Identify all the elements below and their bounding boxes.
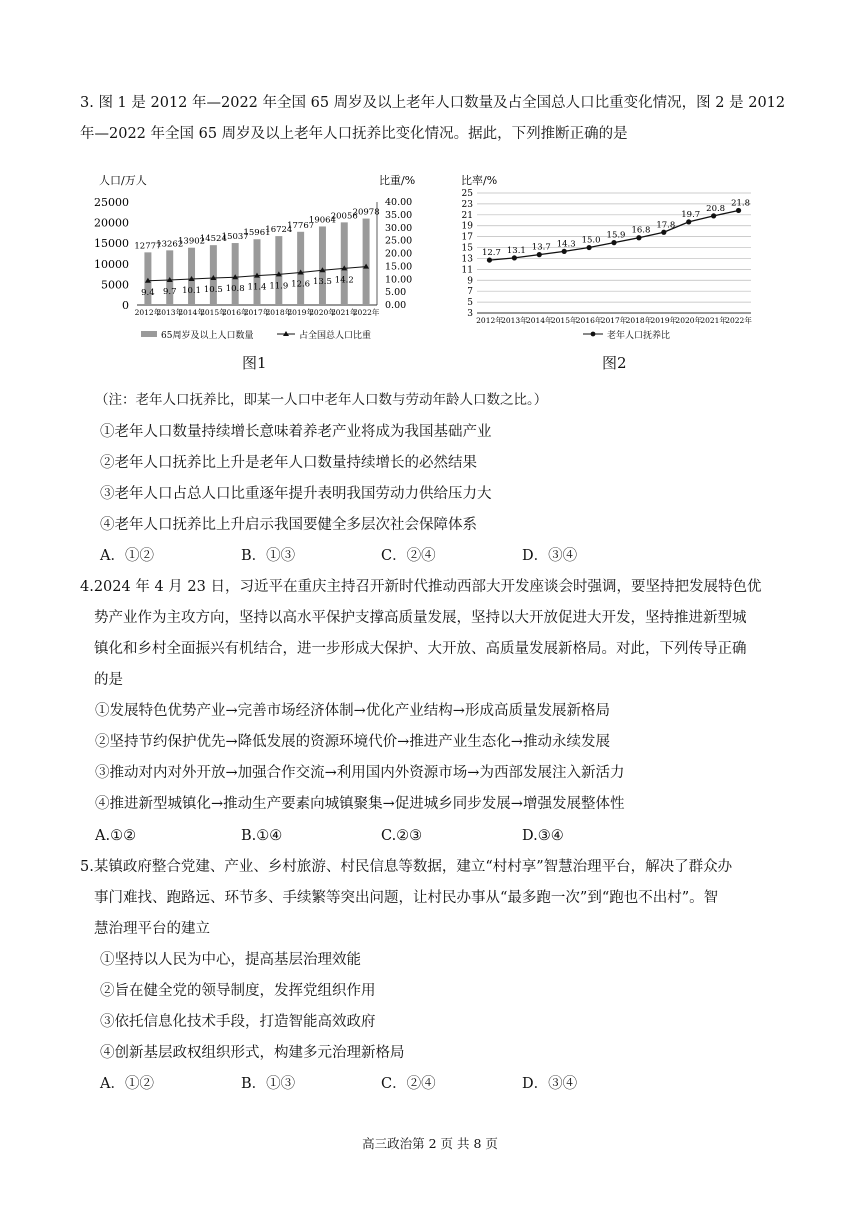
q3-stem-line2: 年—2022 年全国 65 周岁及以上老年人口抚养比变化情况。据此，下列推断正确的是 — [80, 126, 628, 142]
fig1-bar-label: 17767 — [287, 220, 315, 231]
fig1-bar-label: 14524 — [199, 234, 227, 245]
fig2-ratio-point — [487, 257, 492, 262]
q3-item-3: ③老年人口占总人口比重逐年提升表明我国劳动力供给压力大 — [100, 486, 492, 502]
fig2-y-tick-label: 5 — [467, 298, 473, 309]
page-footer: 高三政治第 2 页 共 8 页 — [362, 1136, 498, 1151]
fig2-ratio-label: 17.8 — [656, 220, 676, 231]
fig2-y-tick-label: 3 — [467, 309, 473, 319]
fig2-axis-label: 比率/% — [461, 174, 498, 187]
fig2-x-tick-label: 2014年 — [525, 316, 553, 325]
fig2-y-tick-label: 21 — [461, 210, 473, 221]
fig1-x-tick-label: 2022年 — [352, 308, 380, 317]
q3-option-b[interactable]: B．①③ — [241, 548, 296, 564]
fig2-ratio-point — [711, 213, 716, 218]
fig2-ratio-point — [586, 245, 591, 250]
fig2-x-tick-label: 2013年 — [501, 316, 528, 325]
fig1-bar-label: 20056 — [330, 211, 358, 222]
q5-option-c[interactable]: C．②④ — [381, 1076, 436, 1092]
fig1-ratio-label: 13.5 — [312, 277, 332, 288]
fig1-bar-label: 13902 — [178, 236, 206, 247]
fig2-ratio-label: 21.8 — [731, 198, 751, 209]
fig2-ratio-label: 16.8 — [631, 225, 651, 236]
q5-stem-line1: 5.某镇政府整合党建、产业、乡村旅游、村民信息等数据，建立“村村享”智慧治理平台，解决了群众办 — [80, 859, 733, 875]
fig1-legend-line-label: 占全国总人口比重 — [299, 331, 372, 341]
fig1-ratio-label: 9.7 — [162, 287, 177, 298]
q4-option-b[interactable]: B.①④ — [241, 828, 283, 844]
q4-option-a[interactable]: A.①② — [95, 828, 137, 844]
fig1-bar — [275, 236, 282, 305]
q3-option-a[interactable]: A．①② — [100, 548, 154, 564]
fig1-bar-label: 20978 — [352, 207, 380, 218]
fig1-right-tick-label: 15.00 — [385, 261, 413, 273]
fig2-x-tick-label: 2015年 — [550, 316, 578, 325]
q5-item-2: ②旨在健全党的领导制度，发挥党组织作用 — [100, 983, 376, 999]
fig2-legend-label: 老年人口抚养比 — [607, 331, 671, 341]
fig1-bar-label: 15961 — [243, 228, 271, 239]
q3-note: （注：老年人口抚养比，即某一人口中老年人口数与劳动年龄人口数之比。） — [95, 392, 548, 408]
fig2-x-tick-label: 2020年 — [675, 316, 703, 325]
fig1-right-tick-label: 30.00 — [385, 222, 413, 234]
q5-item-3: ③依托信息化技术手段，打造智能高效政府 — [100, 1014, 376, 1030]
fig1-right-tick-label: 5.00 — [385, 287, 407, 299]
q3-stem-line1: 3. 图 1 是 2012 年—2022 年全国 65 周岁及以上老年人口数量及占全国总人口比重变化情况，图 2 是 2012 — [80, 95, 786, 111]
fig2-ratio-label: 13.7 — [531, 242, 551, 253]
fig2-y-tick-label: 11 — [461, 265, 473, 276]
fig2-y-tick-label: 25 — [461, 189, 473, 199]
q5-stem-line2: 事门难找、跑路远、环节多、手续繁等突出问题，让村民办事从“最多跑一次”到“跑也不出村”。智 — [94, 890, 719, 906]
fig1-x-tick-label: 2016年 — [221, 308, 249, 317]
fig1-bar-label: 19064 — [308, 215, 336, 226]
fig1-ratio-label: 9.4 — [141, 287, 155, 298]
fig1-ratio-label: 10.5 — [203, 284, 223, 295]
fig2-ratio-point — [736, 208, 741, 213]
fig2-ratio-point — [562, 249, 567, 254]
fig1-x-tick-label: 2014年 — [178, 308, 205, 317]
fig2-ratio-label: 15.9 — [606, 230, 626, 241]
fig2-y-tick-label: 23 — [461, 199, 473, 210]
fig2-ratio-point — [537, 252, 542, 257]
fig1-left-tick-label: 10000 — [94, 257, 129, 271]
fig2-y-tick-label: 19 — [461, 221, 473, 232]
fig1-right-tick-label: 10.00 — [385, 274, 413, 286]
fig1-x-tick-label: 2018年 — [265, 308, 293, 317]
fig2-ratio-label: 15.0 — [581, 235, 601, 246]
fig1-x-tick-label: 2012年 — [134, 308, 162, 317]
fig1-left-axis-label: 人口/万人 — [99, 174, 147, 187]
fig2-x-tick-label: 2022年 — [725, 316, 752, 325]
fig1-ratio-label: 11.9 — [269, 281, 289, 292]
q4-option-c[interactable]: C.②③ — [381, 828, 423, 844]
fig1-ratio-label: 14.2 — [334, 275, 354, 286]
fig2-y-tick-label: 15 — [461, 243, 473, 254]
fig2-y-tick-label: 7 — [467, 287, 473, 298]
fig1-ratio-label: 10.8 — [225, 284, 245, 295]
q4-item-3: ③推动对内对外开放→加强合作交流→利用国内外资源市场→为西部发展注入新活力 — [95, 765, 625, 781]
fig1-legend-bar-swatch — [141, 331, 157, 337]
fig1-ratio-label: 12.6 — [291, 279, 311, 290]
q3-item-2: ②老年人口抚养比上升是老年人口数量持续增长的必然结果 — [100, 455, 477, 471]
figure2-chart — [455, 168, 755, 348]
q4-stem-line2: 势产业作为主攻方向，坚持以高水平保护支撑高质量发展，坚持以大开放促进大开发，坚持推进新型城 — [94, 610, 747, 626]
fig2-x-tick-label: 2021年 — [700, 316, 727, 325]
fig2-y-tick-label: 17 — [461, 232, 473, 243]
fig2-x-tick-label: 2016年 — [575, 316, 603, 325]
fig2-ratio-label: 13.1 — [506, 245, 526, 256]
fig2-y-tick-label: 9 — [467, 276, 473, 287]
q3-option-c[interactable]: C．②④ — [381, 548, 436, 564]
q3-item-4: ④老年人口抚养比上升启示我国要健全多层次社会保障体系 — [100, 517, 477, 533]
figure2-caption: 图2 — [602, 354, 627, 372]
fig2-ratio-label: 19.7 — [681, 209, 701, 220]
fig2-ratio-point — [512, 255, 517, 260]
q4-item-4: ④推进新型城镇化→推动生产要素向城镇聚集→促进城乡同步发展→增强发展整体性 — [95, 796, 625, 812]
q5-option-d[interactable]: D．③④ — [522, 1076, 578, 1092]
fig1-left-tick-label: 20000 — [94, 216, 129, 230]
fig1-x-tick-label: 2015年 — [200, 308, 227, 317]
q3-option-d[interactable]: D．③④ — [522, 548, 578, 564]
fig1-x-tick-label: 2021年 — [330, 308, 358, 317]
fig1-bar — [341, 222, 348, 305]
fig1-x-tick-label: 2020年 — [309, 308, 336, 317]
fig1-right-tick-label: 40.00 — [385, 197, 413, 208]
fig2-y-tick-label: 13 — [461, 254, 473, 265]
fig1-bar-label: 13262 — [156, 239, 184, 250]
fig1-legend-bar-label: 65周岁及以上人口数量 — [161, 331, 254, 341]
fig1-right-tick-label: 20.00 — [385, 248, 413, 260]
fig1-right-tick-label: 35.00 — [385, 209, 413, 221]
figure1-chart — [95, 168, 435, 348]
fig1-bar — [363, 219, 370, 305]
q4-stem-line1: 4.2024 年 4 月 23 日，习近平在重庆主持召开新时代推动西部大开发座谈会时强调，要坚持把发展特色优 — [80, 579, 762, 595]
fig2-ratio-label: 14.3 — [556, 239, 576, 250]
q3-item-1: ①老年人口数量持续增长意味着养老产业将成为我国基础产业 — [100, 424, 492, 440]
fig1-right-tick-label: 0.00 — [385, 300, 407, 311]
fig2-x-tick-label: 2019年 — [650, 316, 678, 325]
fig2-x-tick-label: 2018年 — [625, 316, 653, 325]
fig2-ratio-label: 12.7 — [481, 248, 501, 259]
fig1-left-tick-label: 25000 — [94, 196, 129, 209]
q5-stem-line3: 慧治理平台的建立 — [94, 921, 210, 937]
fig1-bar — [319, 226, 326, 305]
q4-item-2: ②坚持节约保护优先→降低发展的资源环境代价→推进产业生态化→推动永续发展 — [95, 734, 610, 750]
fig1-bar-label: 15037 — [221, 232, 249, 243]
fig1-x-tick-label: 2017年 — [243, 308, 271, 317]
figure1-caption: 图1 — [242, 354, 267, 372]
q4-option-d[interactable]: D.③④ — [522, 828, 564, 844]
fig2-ratio-label: 20.8 — [706, 203, 726, 214]
q5-option-b[interactable]: B．①③ — [241, 1076, 296, 1092]
q4-stem-line3: 镇化和乡村全面振兴有机结合，进一步形成大保护、大开放、高质量发展新格局。对此，下列传导正确 — [94, 641, 747, 657]
q4-item-1: ①发展特色优势产业→完善市场经济体制→优化产业结构→形成高质量发展新格局 — [95, 703, 610, 719]
q4-stem-line4: 的是 — [94, 672, 123, 688]
fig2-ratio-point — [661, 230, 666, 235]
fig2-ratio-point — [611, 240, 616, 245]
fig1-ratio-label: 10.1 — [182, 285, 202, 296]
fig1-bar-label: 16724 — [265, 225, 293, 236]
fig1-bar — [254, 239, 261, 305]
q5-option-a[interactable]: A．①② — [100, 1076, 154, 1092]
fig1-left-tick-label: 5000 — [101, 278, 129, 292]
fig1-bar — [232, 243, 239, 305]
fig2-x-tick-label: 2017年 — [600, 316, 628, 325]
fig1-right-axis-label: 比重/% — [379, 174, 416, 187]
fig1-x-tick-label: 2019年 — [287, 308, 314, 317]
fig1-bar-label: 12777 — [134, 241, 162, 252]
fig1-bar — [297, 232, 304, 305]
fig1-x-tick-label: 2013年 — [156, 308, 184, 317]
fig2-x-tick-label: 2012年 — [476, 316, 503, 325]
fig1-left-tick-label: 0 — [122, 299, 129, 312]
q5-item-1: ①坚持以人民为中心，提高基层治理效能 — [100, 952, 361, 968]
fig2-ratio-point — [686, 219, 691, 224]
q5-item-4: ④创新基层政权组织形式，构建多元治理新格局 — [100, 1045, 405, 1061]
fig1-left-tick-label: 15000 — [94, 237, 129, 251]
fig2-legend-marker — [591, 332, 596, 337]
fig1-right-tick-label: 25.00 — [385, 235, 413, 247]
fig1-ratio-label: 11.4 — [247, 282, 267, 293]
fig2-ratio-point — [636, 235, 641, 240]
